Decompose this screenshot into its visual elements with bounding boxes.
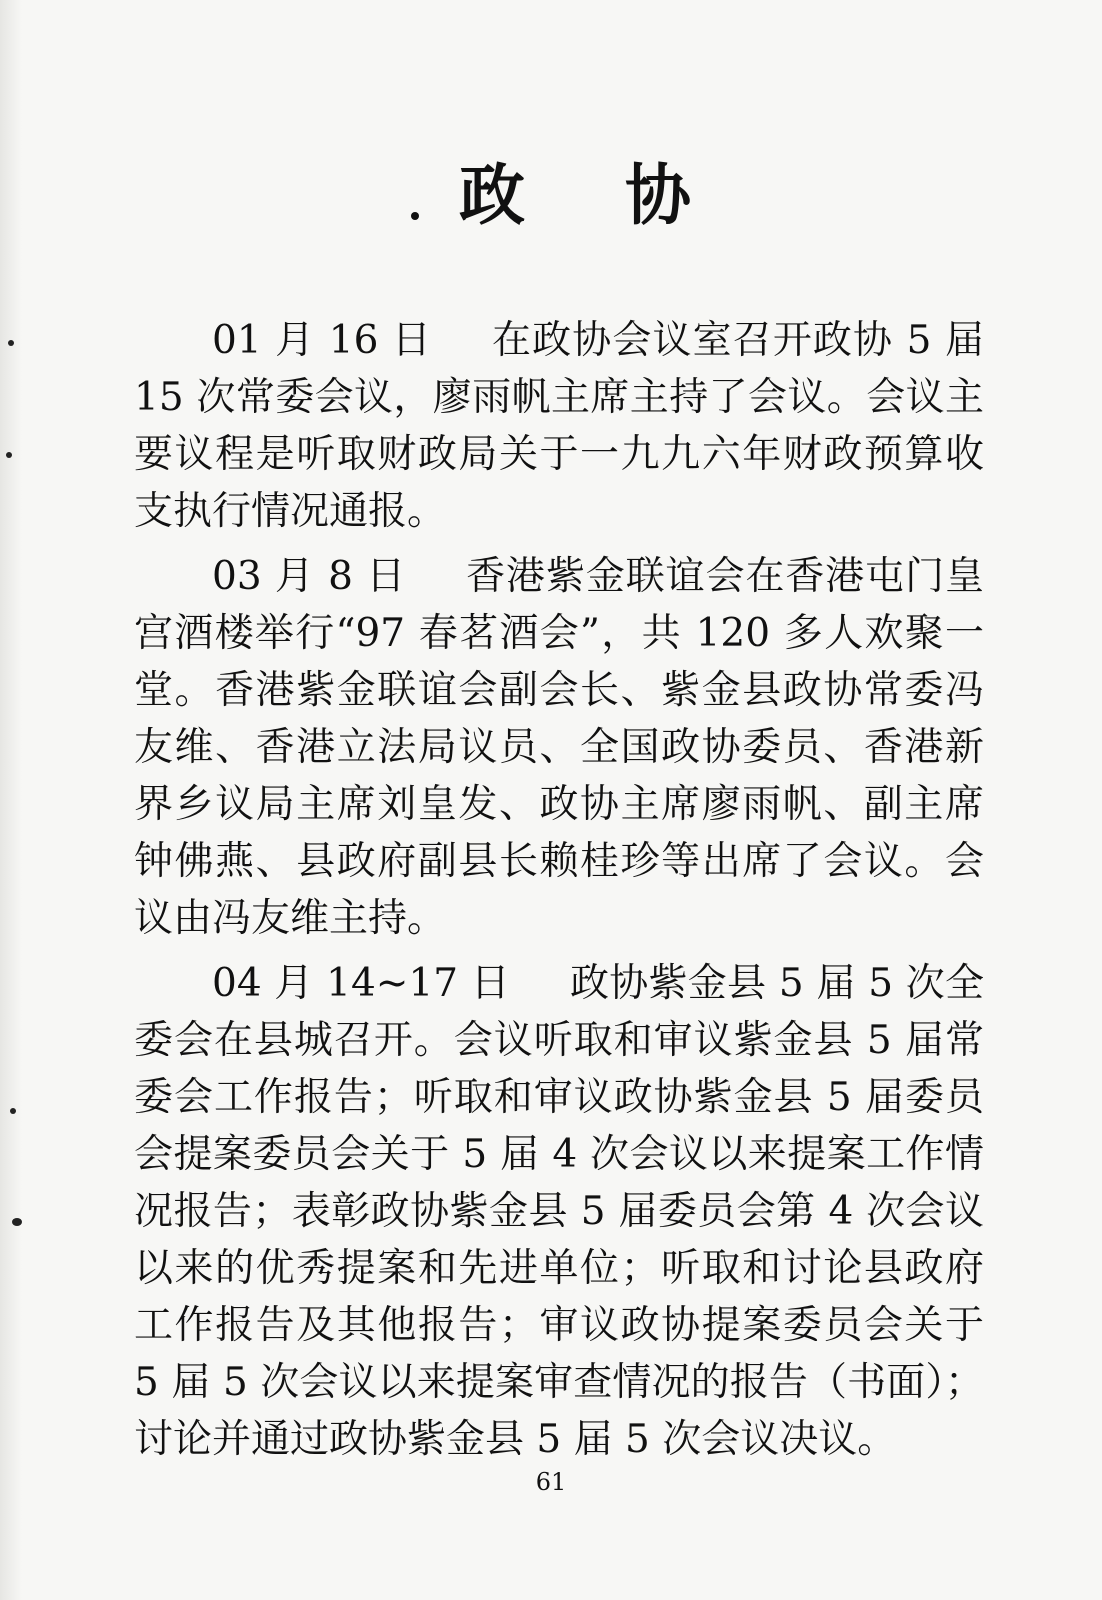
- page-number: 61: [535, 1468, 567, 1496]
- entry-text: 在政协会议室召开政协 5 届 15 次常委会议，廖雨帆主席主持了会议。会议主要议程是听取财政局关于一九九六年财政预算收支执行情况通报。: [134, 318, 984, 534]
- scan-edge-shadow: [0, 0, 22, 1600]
- entry-text: 香港紫金联谊会在香港屯门皇宫酒楼举行“97 春茗酒会”，共 120 多人欢聚一堂。香港紫金联谊会副会长、紫金县政协常委冯友维、香港立法局议员、全国政协委员、香港新界乡议局主席刘皇发、政协主席廖雨帆、副主席钟佛燕、县政府副县长赖桂珍等出席了会议。会议由冯友维主持。: [134, 554, 984, 941]
- page-title: [0, 156, 1102, 235]
- entry-3: [134, 955, 984, 1468]
- scan-speck: [6, 452, 12, 458]
- scan-speck: [8, 340, 14, 346]
- scan-speck: [12, 1218, 22, 1226]
- title-dot: [411, 212, 419, 220]
- scan-speck: [10, 1108, 16, 1114]
- entry-date: 04 月 14~17 日: [212, 961, 511, 1006]
- entry-2: [134, 548, 984, 947]
- title-char-1: 政: [459, 156, 525, 235]
- entry-date: 03 月 8 日: [212, 554, 407, 599]
- entry-date: 01 月 16 日: [212, 318, 433, 363]
- entry-text: 政协紫金县 5 届 5 次全委会在县城召开。会议听取和审议紫金县 5 届常委会工作报告；听取和审议政协紫金县 5 届委员会提案委员会关于 5 届 4 次会议以来提案工作情况报告；表彰政协紫金县 5 届委员会第 4 次会议以来的优秀提案和先进单位；听取和讨论县政府工作报告及其他报告；审议政协提案委员会关于 5 届 5 次会议以来提案审查情况的报告（书面）；讨论并通过政协紫金县 5 届 5 次会议决议。: [134, 961, 985, 1462]
- title-char-2: 协: [625, 156, 691, 235]
- document-body: [134, 312, 984, 1476]
- entry-1: [134, 312, 984, 540]
